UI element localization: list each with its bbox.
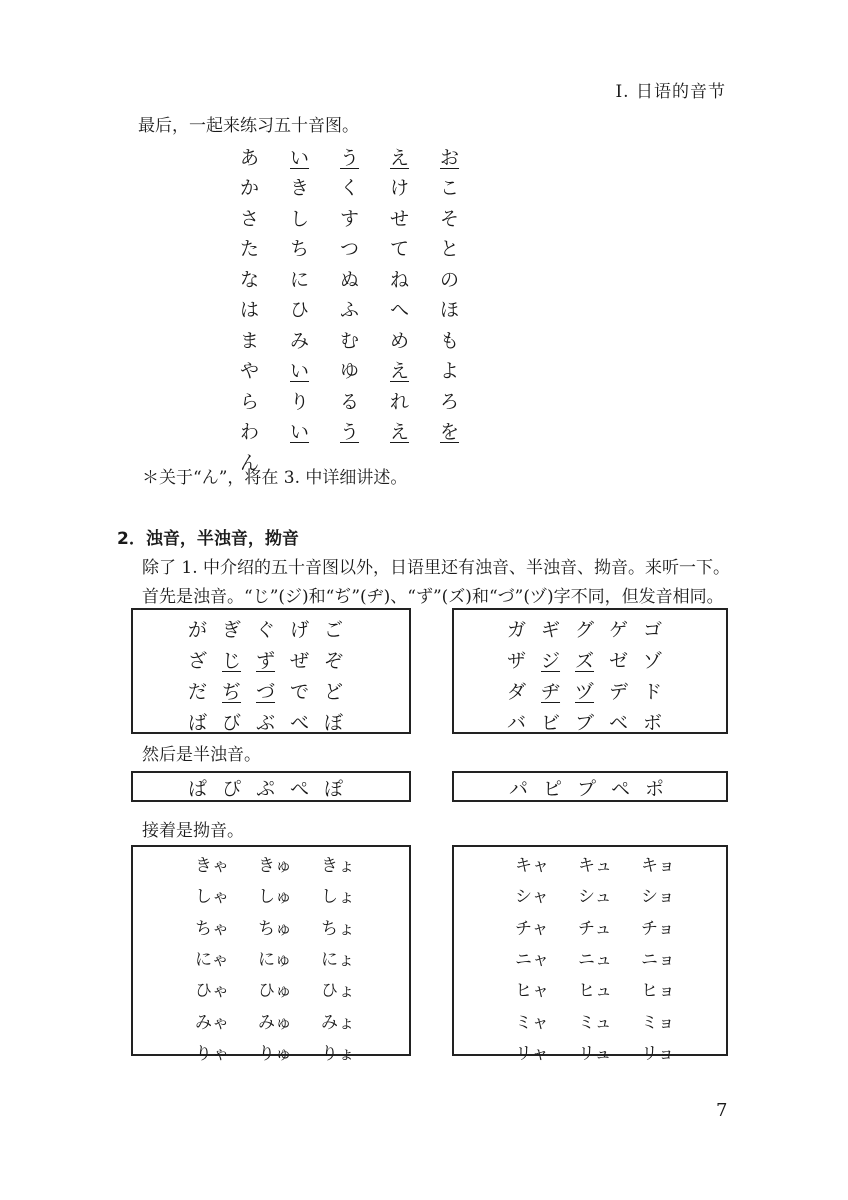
kana-cell: ガ xyxy=(507,619,527,641)
kana-row xyxy=(515,848,704,879)
kana-row xyxy=(507,644,677,675)
kana-row xyxy=(195,879,384,910)
kana-cell: ズ xyxy=(575,650,595,672)
kana-cell: ぱ xyxy=(188,778,208,800)
kana-row xyxy=(188,675,358,706)
kana-cell: そ xyxy=(440,207,460,230)
kana-cell: ら xyxy=(240,390,260,413)
kana-cell: け xyxy=(390,177,410,200)
kana-cell: く xyxy=(340,177,360,200)
kana-cell: きゅ xyxy=(258,856,292,877)
kana-cell: い xyxy=(290,360,310,383)
kana-cell: ひょ xyxy=(321,981,355,1002)
kana-cell: ぎ xyxy=(222,619,242,641)
kana-cell: ぺ xyxy=(290,778,310,800)
kana-cell: え xyxy=(390,360,410,383)
youon-hiragana-grid xyxy=(195,848,384,1067)
kana-cell: ご xyxy=(324,619,344,641)
kana-cell: こ xyxy=(440,177,460,200)
kana-cell: ぬ xyxy=(340,268,360,291)
dakuon-katakana-box xyxy=(452,608,728,734)
kana-cell: キュ xyxy=(578,856,612,877)
kana-cell: ろ xyxy=(440,390,460,413)
kana-cell: リョ xyxy=(641,1043,675,1064)
kana-cell: にゃ xyxy=(195,950,229,971)
kana-row xyxy=(188,706,358,737)
note-text: ＊关于“ん”，将在 3. 中详细讲述。 xyxy=(142,468,408,488)
kana-cell: つ xyxy=(340,238,360,261)
youon-katakana-grid xyxy=(515,848,704,1067)
kana-cell: ば xyxy=(188,712,208,734)
kana-cell: に xyxy=(290,268,310,291)
kana-cell: や xyxy=(240,360,260,383)
kana-cell: ニャ xyxy=(515,950,549,971)
kana-cell: ミュ xyxy=(578,1012,612,1033)
kana-cell: しゅ xyxy=(258,887,292,908)
kana-cell: る xyxy=(340,390,360,413)
kana-cell: ポ xyxy=(645,778,665,800)
kana-row xyxy=(188,644,358,675)
kana-row xyxy=(195,848,384,879)
kana-cell: ゾ xyxy=(643,650,663,672)
section-title: 2．浊音，半浊音，拗音 xyxy=(117,529,299,549)
kana-cell: ヒョ xyxy=(641,981,675,1002)
kana-cell: チュ xyxy=(578,918,612,939)
kana-row xyxy=(515,973,704,1004)
kana-cell: づ xyxy=(256,681,276,703)
kana-cell: ゆ xyxy=(340,360,360,383)
kana-cell: リュ xyxy=(578,1043,612,1064)
kana-cell: キャ xyxy=(515,856,549,877)
kana-cell: ショ xyxy=(641,887,675,908)
handakuon-hiragana-box xyxy=(131,771,411,802)
kana-row xyxy=(240,324,490,355)
kana-row xyxy=(515,879,704,910)
kana-cell: き xyxy=(290,177,310,200)
kana-cell: え xyxy=(390,146,410,169)
kana-cell: す xyxy=(340,207,360,230)
kana-cell: ボ xyxy=(643,712,663,734)
kana-cell: ず xyxy=(256,650,276,672)
kana-cell: ゲ xyxy=(609,619,629,641)
dakuon-katakana-grid xyxy=(507,613,677,737)
youon-label: 接着是拗音。 xyxy=(142,821,244,841)
page-header: Ⅰ. 日语的音节 xyxy=(615,82,726,102)
kana-cell: プ xyxy=(577,778,597,800)
section-paragraph-1: 除了 1. 中介绍的五十音图以外，日语里还有浊音、半浊音、拗音。来听一下。 xyxy=(142,558,731,578)
kana-cell: ぷ xyxy=(256,778,276,800)
youon-hiragana-box xyxy=(131,845,411,1064)
kana-cell: が xyxy=(188,619,208,641)
kana-cell: と xyxy=(440,238,460,261)
kana-row xyxy=(240,294,490,325)
kana-cell: は xyxy=(240,299,260,322)
kana-cell: め xyxy=(390,329,410,352)
kana-cell: ざ xyxy=(188,650,208,672)
kana-cell: りゅ xyxy=(258,1043,292,1064)
kana-row xyxy=(240,355,490,386)
kana-cell: チャ xyxy=(515,918,549,939)
kana-cell: ヒャ xyxy=(515,981,549,1002)
kana-cell: ベ xyxy=(609,712,629,734)
dakuon-hiragana-grid xyxy=(188,613,358,737)
kana-cell: の xyxy=(440,268,460,291)
kana-row xyxy=(240,263,490,294)
kana-cell: ぶ xyxy=(256,712,276,734)
kana-cell: ヂ xyxy=(541,681,561,703)
handakuon-katakana-box xyxy=(452,771,728,802)
kana-row xyxy=(240,141,490,172)
kana-row xyxy=(515,911,704,942)
kana-cell: ぢ xyxy=(222,681,242,703)
section-paragraph-2: 首先是浊音。“じ”(ジ)和“ぢ”(ヂ)、“ず”(ズ)和“づ”(ヅ)字不同，但发音相同。 xyxy=(142,587,724,607)
kana-cell: グ xyxy=(575,619,595,641)
handakuon-katakana-row xyxy=(509,772,679,803)
kana-cell: り xyxy=(290,390,310,413)
kana-cell: も xyxy=(440,329,460,352)
kana-cell: え xyxy=(390,421,410,444)
kana-cell: リャ xyxy=(515,1043,549,1064)
kana-cell: キョ xyxy=(641,856,675,877)
kana-cell: う xyxy=(340,146,360,169)
kana-cell: ほ xyxy=(440,299,460,322)
kana-cell: ヒュ xyxy=(578,981,612,1002)
kana-row xyxy=(507,613,677,644)
kana-row xyxy=(195,1004,384,1035)
kana-row xyxy=(240,233,490,264)
kana-cell: ビ xyxy=(541,712,561,734)
kana-cell: ゼ xyxy=(609,650,629,672)
kana-row xyxy=(515,1004,704,1035)
intro-text: 最后，一起来练习五十音图。 xyxy=(138,116,359,136)
kana-cell: を xyxy=(440,421,460,444)
kana-cell: みょ xyxy=(321,1012,355,1033)
kana-cell: で xyxy=(290,681,310,703)
kana-cell: ひゃ xyxy=(195,981,229,1002)
kana-cell: れ xyxy=(390,390,410,413)
kana-cell: りょ xyxy=(321,1043,355,1064)
kana-row xyxy=(240,416,490,447)
kana-cell: シュ xyxy=(578,887,612,908)
kana-cell: ミョ xyxy=(641,1012,675,1033)
kana-cell: て xyxy=(390,238,410,261)
kana-cell: よ xyxy=(440,360,460,383)
kana-cell: へ xyxy=(390,299,410,322)
kana-cell: ヅ xyxy=(575,681,595,703)
kana-cell: にょ xyxy=(321,950,355,971)
kana-row xyxy=(195,973,384,1004)
kana-cell: ちゅ xyxy=(258,918,292,939)
kana-cell: ニュ xyxy=(578,950,612,971)
kana-cell: しょ xyxy=(321,887,355,908)
kana-cell: い xyxy=(290,421,310,444)
kana-cell: ん xyxy=(240,451,260,474)
kana-cell: お xyxy=(440,146,460,169)
kana-cell: た xyxy=(240,238,260,261)
kana-cell: きょ xyxy=(321,856,355,877)
kana-cell: ペ xyxy=(611,778,631,800)
page-number: 7 xyxy=(716,1100,728,1121)
kana-cell: ザ xyxy=(507,650,527,672)
kana-row xyxy=(195,911,384,942)
kana-cell: ま xyxy=(240,329,260,352)
kana-cell: し xyxy=(290,207,310,230)
kana-cell: にゅ xyxy=(258,950,292,971)
kana-cell: チョ xyxy=(641,918,675,939)
kana-cell: い xyxy=(290,146,310,169)
kana-row xyxy=(515,942,704,973)
kana-cell: ふ xyxy=(340,299,360,322)
kana-row xyxy=(507,675,677,706)
youon-katakana-box xyxy=(452,845,728,1064)
kana-cell: りゃ xyxy=(195,1043,229,1064)
kana-cell: ぞ xyxy=(324,650,344,672)
kana-cell: ぐ xyxy=(256,619,276,641)
kana-row xyxy=(195,1036,384,1067)
kana-cell: ピ xyxy=(543,778,563,800)
kana-cell: きゃ xyxy=(195,856,229,877)
kana-row xyxy=(507,706,677,737)
kana-cell: しゃ xyxy=(195,887,229,908)
kana-cell: じ xyxy=(222,650,242,672)
kana-cell: ち xyxy=(290,238,310,261)
kana-row xyxy=(240,202,490,233)
kana-cell: だ xyxy=(188,681,208,703)
kana-cell: ね xyxy=(390,268,410,291)
kana-cell: ダ xyxy=(507,681,527,703)
kana-cell: シャ xyxy=(515,887,549,908)
kana-cell: か xyxy=(240,177,260,200)
kana-cell: む xyxy=(340,329,360,352)
kana-cell: ひゅ xyxy=(258,981,292,1002)
kana-cell: ど xyxy=(324,681,344,703)
kana-row xyxy=(240,172,490,203)
kana-cell: ひ xyxy=(290,299,310,322)
kana-cell: ぼ xyxy=(324,712,344,734)
kana-cell: ブ xyxy=(575,712,595,734)
dakuon-hiragana-box xyxy=(131,608,411,734)
kana-cell: ド xyxy=(643,681,663,703)
kana-cell: パ xyxy=(509,778,529,800)
kana-cell: な xyxy=(240,268,260,291)
kana-row xyxy=(188,613,358,644)
kana-cell: べ xyxy=(290,712,310,734)
kana-cell: ぴ xyxy=(222,778,242,800)
kana-cell: デ xyxy=(609,681,629,703)
kana-cell: ゴ xyxy=(643,619,663,641)
kana-cell: び xyxy=(222,712,242,734)
kana-cell: あ xyxy=(240,146,260,169)
kana-cell: げ xyxy=(290,619,310,641)
handakuon-hiragana-row xyxy=(188,772,358,803)
kana-cell: バ xyxy=(507,712,527,734)
kana-cell: せ xyxy=(390,207,410,230)
kana-cell: みゃ xyxy=(195,1012,229,1033)
kana-cell: さ xyxy=(240,207,260,230)
kana-cell: わ xyxy=(240,421,260,444)
kana-cell: ギ xyxy=(541,619,561,641)
handakuon-label: 然后是半浊音。 xyxy=(142,745,261,765)
kana-cell: う xyxy=(340,421,360,444)
kana-cell: みゅ xyxy=(258,1012,292,1033)
kana-cell: ちょ xyxy=(321,918,355,939)
kana-row xyxy=(240,385,490,416)
kana-cell: ジ xyxy=(541,650,561,672)
kana-cell: ぜ xyxy=(290,650,310,672)
kana-cell: ちゃ xyxy=(195,918,229,939)
kana-cell: ニョ xyxy=(641,950,675,971)
kana-cell: み xyxy=(290,329,310,352)
kana-cell: ぽ xyxy=(324,778,344,800)
gojuon-table xyxy=(240,141,490,477)
kana-cell: ミャ xyxy=(515,1012,549,1033)
kana-row xyxy=(515,1036,704,1067)
kana-row xyxy=(195,942,384,973)
